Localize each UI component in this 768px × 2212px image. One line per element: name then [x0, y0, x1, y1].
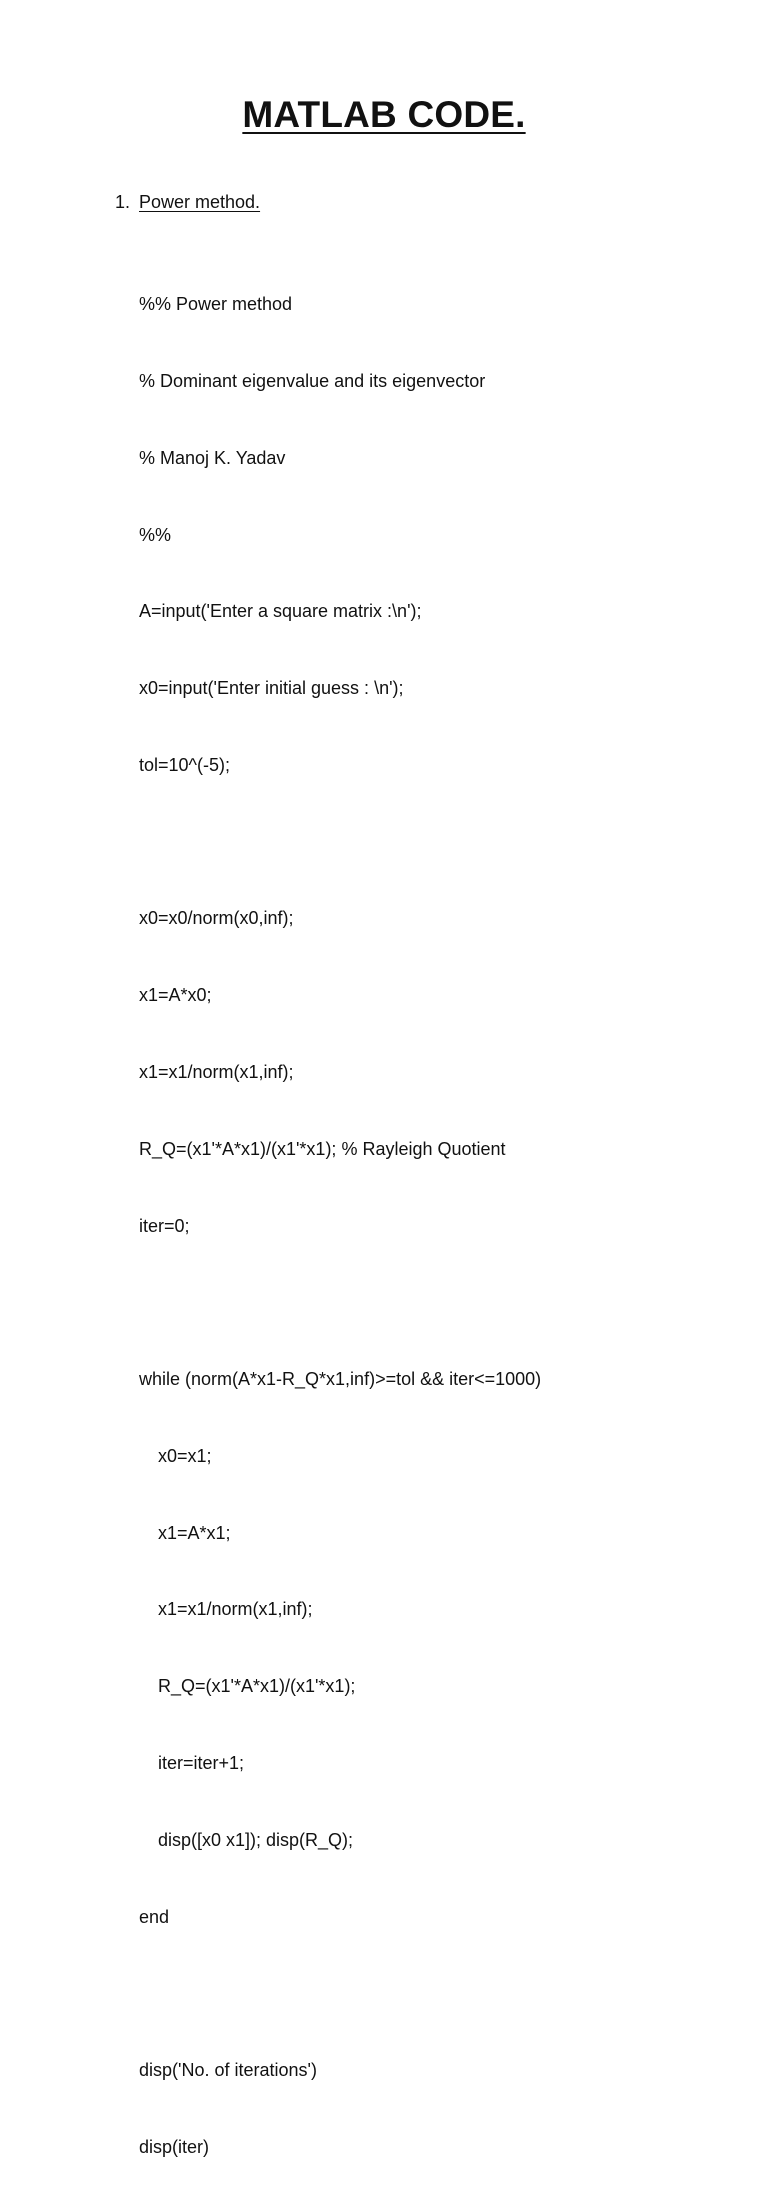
code-block	[139, 241, 541, 2212]
code-line: iter=0;	[139, 1215, 190, 1236]
code-line: %% Power method	[139, 294, 293, 315]
code-line: R_Q=(x1'*A*x1)/(x1'*x1); % Rayleigh Quotient	[139, 1138, 506, 1159]
code-line-loop-body: x1=A*x1;	[158, 1522, 231, 1543]
code-line: x0=input('Enter initial guess : \n');	[139, 678, 404, 699]
code-line-blank	[139, 1981, 541, 2007]
code-line-while: while (norm(A*x1-R_Q*x1,inf)>=tol && iter<=1000)	[139, 1369, 542, 1390]
code-line: x0=x0/norm(x0,inf);	[139, 908, 294, 929]
page-title	[0, 94, 768, 136]
code-line-loop-body: disp([x0 x1]); disp(R_Q);	[158, 1829, 354, 1850]
code-line: x1=x1/norm(x1,inf);	[139, 1062, 294, 1082]
code-line-blank	[139, 1290, 541, 1316]
code-line: disp(iter)	[139, 2136, 210, 2157]
code-line: % Manoj K. Yadav	[139, 447, 286, 468]
code-line-loop-body: x0=x1;	[158, 1445, 212, 1466]
page-title-text: MATLAB CODE.	[242, 94, 526, 135]
code-line-blank	[139, 830, 541, 856]
section-number: 1.	[115, 192, 131, 212]
section-heading	[115, 190, 260, 216]
code-line: A=input('Enter a square matrix :\n');	[139, 601, 422, 622]
code-line: x1=A*x0;	[139, 985, 212, 1006]
code-line: % Dominant eigenvalue and its eigenvector	[139, 370, 486, 391]
code-line: %%	[139, 524, 172, 545]
code-line: tol=10^(-5);	[139, 754, 230, 775]
code-line-loop-body: iter=iter+1;	[158, 1753, 245, 1774]
code-line-end: end	[139, 1906, 170, 1927]
code-line: disp('No. of iterations')	[139, 2060, 317, 2081]
section-title: Power method.	[139, 192, 261, 212]
code-line-loop-body: x1=x1/norm(x1,inf);	[158, 1599, 313, 1620]
code-line-loop-body: R_Q=(x1'*A*x1)/(x1'*x1);	[158, 1676, 356, 1697]
